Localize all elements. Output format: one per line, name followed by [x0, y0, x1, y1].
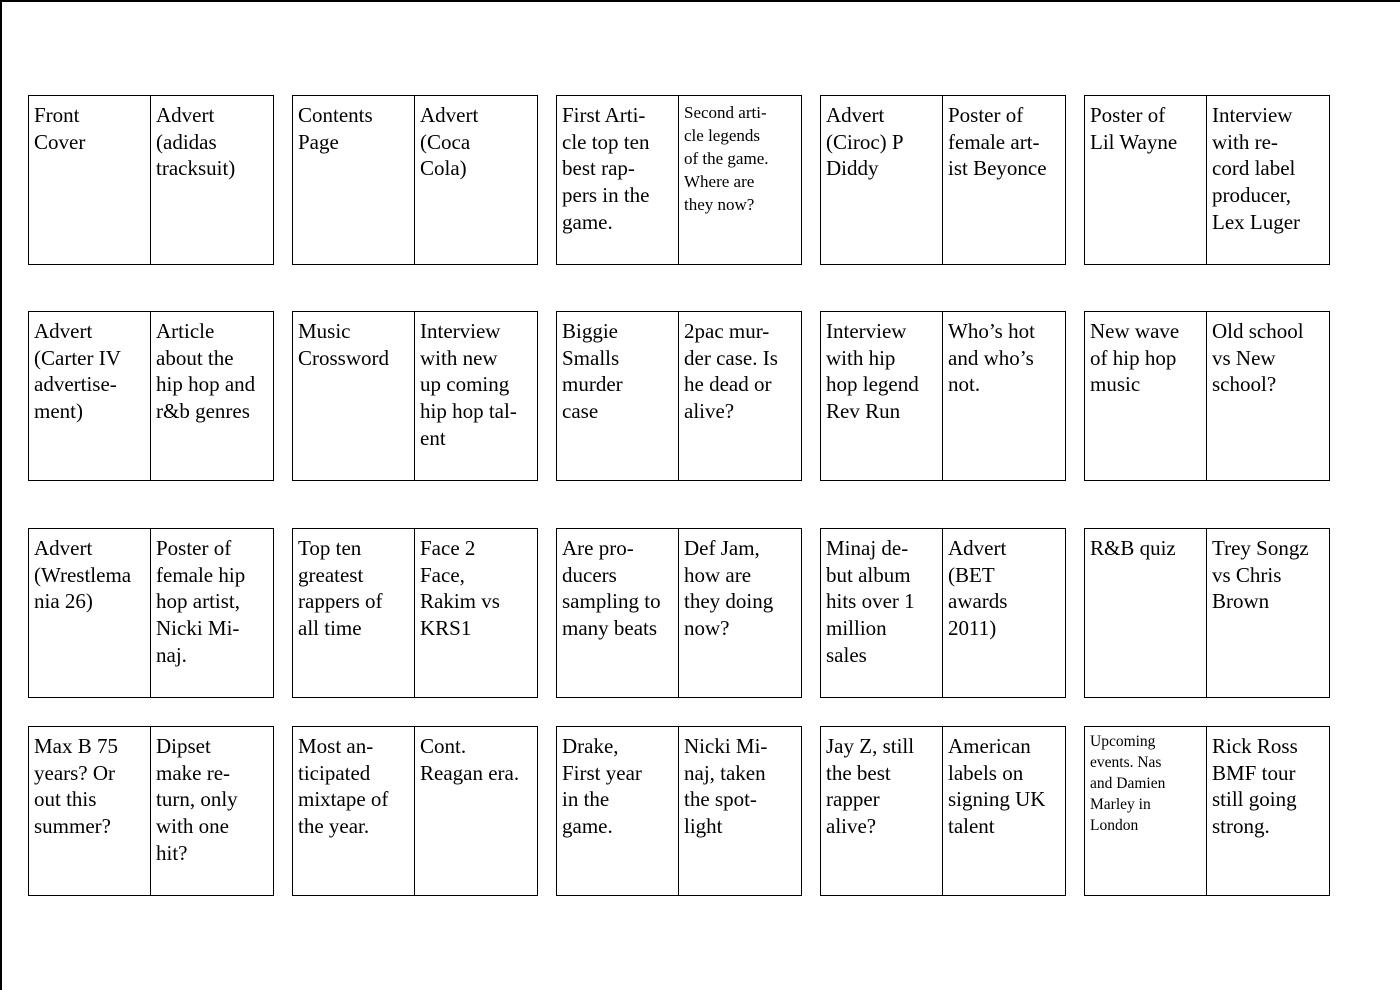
page-max-b: Max B 75 years? Or out this summer? — [29, 727, 151, 895]
page-trey-vs-chris: Trey Songz vs Chris Brown — [1212, 536, 1309, 614]
spread-r2-c2 — [292, 311, 538, 481]
page-2pac-case: 2pac mur- der case. Is he dead or alive? — [684, 319, 778, 424]
page-minaj-debut: Minaj de- but album hits over 1 million sales — [821, 529, 943, 697]
page-interview-rev-run: Interview with hip hop legend Rev Run — [821, 312, 943, 480]
spread-r2-c1 — [28, 311, 274, 481]
page-anticipated-mixtape: Most an- ticipated mixtape of the year. — [293, 727, 415, 895]
spread-r1-c4 — [820, 95, 1066, 265]
page-rick-ross: Rick Ross BMF tour still going strong. — [1212, 734, 1298, 839]
page-poster-lil-wayne: Poster of Lil Wayne — [1085, 96, 1207, 264]
page-nicki-spotlight: Nicki Mi- naj, taken the spot- light — [684, 734, 768, 839]
page-interview-lex-luger: Interview with re- cord label producer, Lex Luger — [1212, 103, 1301, 234]
page-advert-ciroc: Advert (Ciroc) P Diddy — [821, 96, 943, 264]
page-music-crossword: Music Crossword — [293, 312, 415, 480]
spread-r3-c1 — [28, 528, 274, 698]
page-drake: Drake, First year in the game. — [557, 727, 679, 895]
page-top-ten-greatest: Top ten greatest rappers of all time — [293, 529, 415, 697]
page-advert-wrestlemania: Advert (Wrestlema nia 26) — [29, 529, 151, 697]
spread-r3-c3 — [556, 528, 802, 698]
page-whos-hot: Who’s hot and who’s not. — [948, 319, 1035, 397]
spread-r4-c3 — [556, 726, 802, 896]
page-biggie-case: Biggie Smalls murder case — [557, 312, 679, 480]
page-american-labels: American labels on signing UK talent — [948, 734, 1046, 839]
page-front-cover: Front Cover — [29, 96, 151, 264]
spread-r1-c5 — [1084, 95, 1330, 265]
spread-r3-c4 — [820, 528, 1066, 698]
spread-r4-c5 — [1084, 726, 1330, 896]
page-old-vs-new: Old school vs New school? — [1212, 319, 1304, 397]
page-interview-new-talent: Interview with new up coming hip hop tal- ent — [420, 319, 517, 450]
page-poster-beyonce: Poster of female art- ist Beyonce — [948, 103, 1047, 181]
spread-r2-c3 — [556, 311, 802, 481]
page-advert-adidas: Advert (adidas tracksuit) — [156, 103, 236, 181]
spread-r2-c4 — [820, 311, 1066, 481]
page-first-article: First Arti- cle top ten best rap- pers in the game. — [557, 96, 679, 264]
page-producers-sampling: Are pro- ducers sampling to many beats — [557, 529, 679, 697]
page-second-article: Second arti- cle legends of the game. Where are they now? — [684, 103, 769, 214]
page-new-wave: New wave of hip hop music — [1085, 312, 1207, 480]
page-dipset: Dipset make re- turn, only with one hit? — [156, 734, 238, 865]
page-contents: Contents Page — [293, 96, 415, 264]
spread-r1-c2 — [292, 95, 538, 265]
page-face-2-face: Face 2 Face, Rakim vs KRS1 — [420, 536, 500, 641]
page-def-jam: Def Jam, how are they doing now? — [684, 536, 774, 641]
spread-r4-c4 — [820, 726, 1066, 896]
page-jay-z: Jay Z, still the best rapper alive? — [821, 727, 943, 895]
spread-r1-c3 — [556, 95, 802, 265]
page-poster-nicki-minaj: Poster of female hip hop artist, Nicki Mi- naj. — [156, 536, 246, 667]
spread-r4-c2 — [292, 726, 538, 896]
spread-r3-c5 — [1084, 528, 1330, 698]
spread-r1-c1 — [28, 95, 274, 265]
spread-r4-c1 — [28, 726, 274, 896]
page-reagan-era: Cont. Reagan era. — [420, 734, 520, 785]
spread-r3-c2 — [292, 528, 538, 698]
page-rnb-quiz: R&B quiz — [1085, 529, 1207, 697]
page-article-genres: Article about the hip hop and r&b genres — [156, 319, 256, 424]
page-advert-carter-iv: Advert (Carter IV advertise- ment) — [29, 312, 151, 480]
spread-r2-c5 — [1084, 311, 1330, 481]
page-advert-coca-cola: Advert (Coca Cola) — [420, 103, 479, 181]
page-advert-bet-awards: Advert (BET awards 2011) — [948, 536, 1008, 641]
page-upcoming-events: Upcoming events. Nas and Damien Marley in London — [1085, 727, 1207, 895]
